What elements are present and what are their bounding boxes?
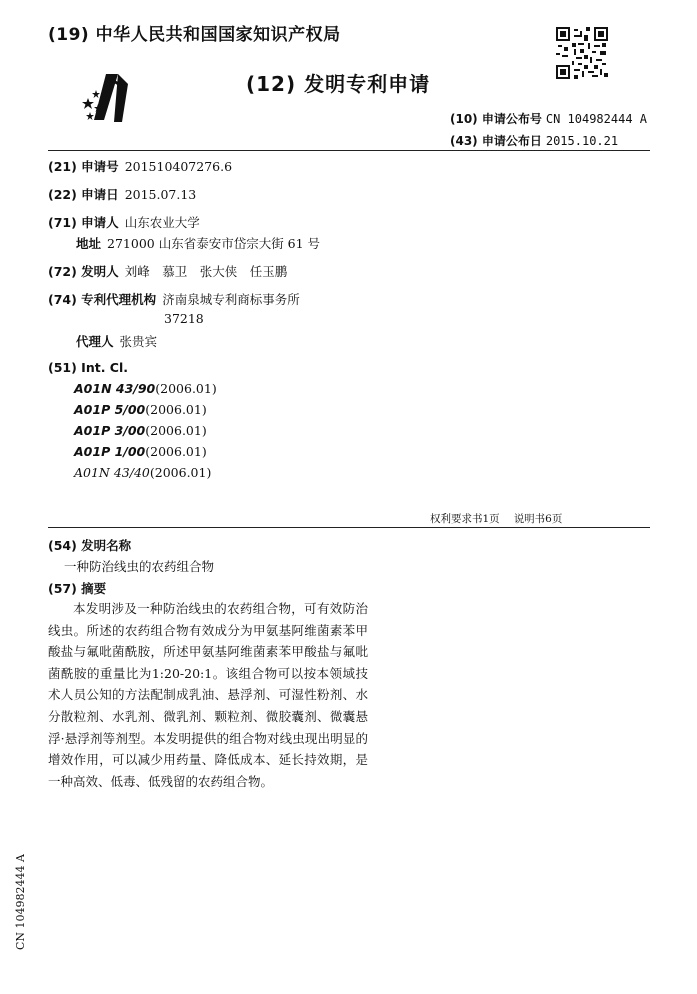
address-row bbox=[76, 234, 320, 252]
ipc-entry bbox=[74, 381, 217, 396]
agency-label: (74) 专利代理机构 bbox=[48, 292, 157, 307]
ipc-version: (2006.01) bbox=[149, 465, 212, 480]
ipc-entry bbox=[74, 444, 207, 459]
title-label-row bbox=[48, 536, 131, 554]
agent-row bbox=[76, 332, 157, 350]
publication-number-row bbox=[450, 110, 647, 127]
publication-number-label: (10) 申请公布号 bbox=[450, 112, 542, 126]
filing-date-row bbox=[48, 185, 196, 203]
ipc-code: A01P 1/00 bbox=[74, 444, 146, 459]
invention-title: 一种防治线虫的农药组合物 bbox=[64, 559, 215, 574]
office-name: (19) 中华人民共和国国家知识产权局 bbox=[48, 25, 341, 45]
abstract-label-row bbox=[48, 579, 106, 597]
ipc-entry bbox=[74, 465, 211, 480]
applicant-row bbox=[48, 213, 200, 231]
side-publication-number bbox=[14, 850, 34, 960]
ipc-version: (2006.01) bbox=[155, 381, 217, 396]
address-label: 地址 bbox=[76, 236, 102, 251]
section-divider bbox=[48, 527, 650, 528]
publication-number: CN 104982444 A bbox=[545, 112, 648, 126]
agent-label: 代理人 bbox=[76, 334, 114, 349]
filing-date-label: (22) 申请日 bbox=[48, 187, 119, 202]
ipc-version: (2006.01) bbox=[145, 444, 207, 459]
ipc-code: A01P 5/00 bbox=[74, 402, 146, 417]
agent: 张贵宾 bbox=[119, 334, 158, 349]
ipc-code: A01P 3/00 bbox=[74, 423, 146, 438]
application-number-label: (21) 申请号 bbox=[48, 159, 119, 174]
claims-pages: 权利要求书1页 bbox=[430, 513, 500, 525]
abstract-text: 本发明涉及一种防治线虫的农药组合物，可有效防治线虫。所述的农药组合物有效成分为甲氨基阿维菌素苯甲酸盐与氟吡菌酰胺，所述甲氨基阿维菌素苯甲酸盐与氟吡菌酰胺的重量比为1:20-20:1。该组合物可以按本领域技术人员公知的方法配制成乳油、悬浮剂、可湿性粉剂、水分散粒剂、水乳剂、微乳剂、颗粒剂、微胶囊剂、微囊悬浮·悬浮剂等剂型。本发明提供的组合物对线虫现出明显的增效作用，可以减少用药量、降低成本、延长持效期，是一种高效、低毒、低残留的农药组合物。 bbox=[48, 601, 368, 789]
applicant: 山东农业大学 bbox=[124, 215, 200, 230]
page-count bbox=[430, 511, 562, 526]
description-pages: 说明书6页 bbox=[513, 513, 563, 525]
applicant-label: (71) 申请人 bbox=[48, 215, 119, 230]
publication-date: 2015.10.21 bbox=[545, 134, 619, 148]
inventors-row bbox=[48, 262, 287, 280]
publication-date-label: (43) 申请公布日 bbox=[450, 134, 542, 148]
ipc-code: A01N 43/90 bbox=[74, 381, 156, 396]
address: 271000 山东省泰安市岱宗大街 61 号 bbox=[107, 236, 321, 251]
inventors-label: (72) 发明人 bbox=[48, 264, 119, 279]
application-number-row bbox=[48, 157, 232, 175]
ipc-row bbox=[48, 360, 128, 375]
ipc-version: (2006.01) bbox=[145, 402, 207, 417]
cnipa-logo-icon bbox=[82, 70, 132, 126]
title-label: (54) 发明名称 bbox=[48, 538, 132, 553]
application-number: 201510407276.6 bbox=[124, 159, 233, 174]
abstract-label: (57) 摘要 bbox=[48, 581, 107, 596]
agency-code: 37218 bbox=[164, 311, 204, 326]
agency: 济南泉城专利商标事务所 bbox=[162, 292, 300, 307]
publication-date-row bbox=[450, 132, 618, 149]
inventors: 刘峰 慕卫 张大侠 任玉鹏 bbox=[124, 264, 288, 279]
ipc-entry bbox=[74, 423, 207, 438]
document-type: (12) 发明专利申请 bbox=[246, 72, 431, 96]
header-divider bbox=[48, 150, 650, 151]
filing-date: 2015.07.13 bbox=[124, 187, 197, 202]
ipc-entry bbox=[74, 402, 207, 417]
qr-code-icon bbox=[556, 27, 608, 79]
ipc-version: (2006.01) bbox=[145, 423, 207, 438]
agency-row bbox=[48, 290, 300, 308]
ipc-code: A01N 43/40 bbox=[74, 465, 150, 480]
side-publication-number-text: CN 104982444 A bbox=[14, 854, 27, 950]
ipc-label: (51) Int. Cl. bbox=[48, 360, 129, 375]
